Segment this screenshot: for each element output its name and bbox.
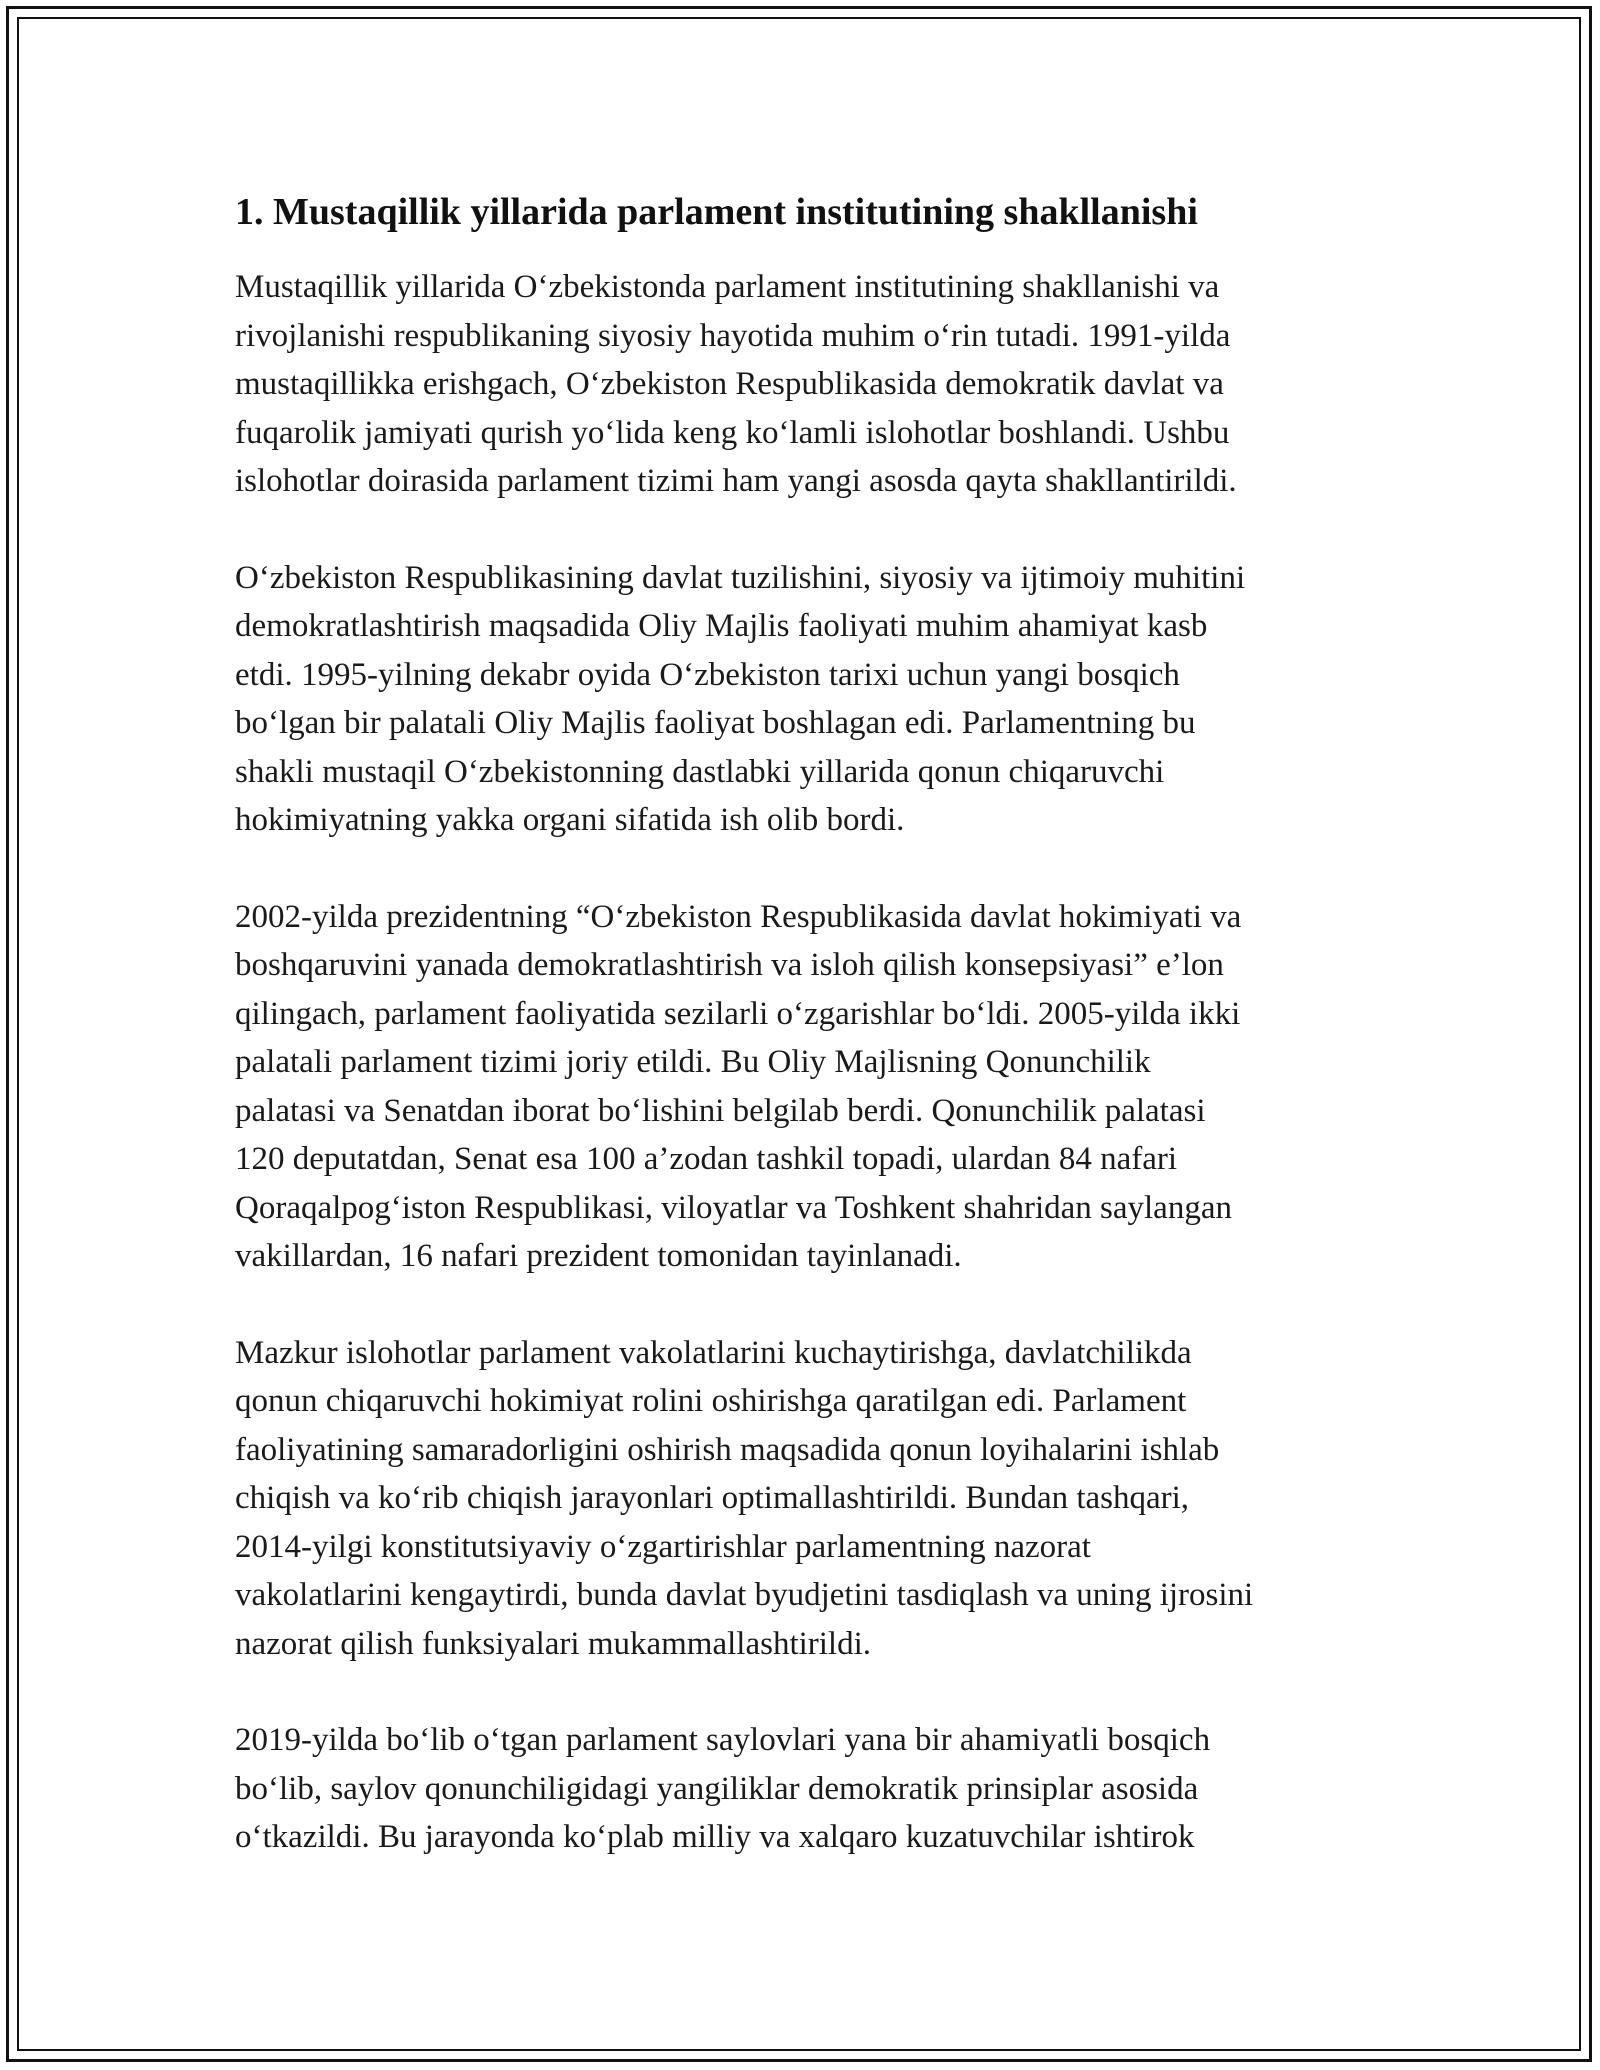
text-line: O‘zbekiston Respublikasining davlat tuzilishini, siyosiy va ijtimoiy muhitini [235, 559, 1246, 596]
paragraph-5 [235, 1716, 1395, 1862]
paragraph-3 [235, 893, 1395, 1281]
paragraph-1 [235, 263, 1395, 506]
text-line: palatali parlament tizimi joriy etildi. Bu Oliy Majlisning Qonunchilik [235, 1044, 1151, 1080]
text-line: faoliyatining samaradorligini oshirish maqsadida qonun loyihalarini ishlab [235, 1431, 1220, 1468]
text-line: nazorat qilish funksiyalari mukammallashtirildi. [235, 1625, 872, 1662]
text-line: o‘tkazildi. Bu jarayonda ko‘plab milliy va xalqaro kuzatuvchilar ishtirok [235, 1819, 1195, 1855]
text-line: hokimiyatning yakka organi sifatida ish olib bordi. [235, 802, 905, 838]
text-line: 2002-yilda prezidentning “O‘zbekiston Respublikasida davlat hokimiyati va [235, 898, 1242, 935]
text-line: etdi. 1995-yilning dekabr oyida O‘zbekiston tarixi uchun yangi bosqich [235, 656, 1180, 693]
text-line: chiqish va ko‘rib chiqish jarayonlari optimallashtirildi. Bundan tashqari, [235, 1480, 1190, 1516]
text-line: 2019-yilda bo‘lib o‘tgan parlament saylovlari yana bir ahamiyatli bosqich [235, 1722, 1211, 1758]
text-line: bo‘lgan bir palatali Oliy Majlis faoliyat boshlagan edi. Parlamentning bu [235, 705, 1196, 741]
text-line: mustaqillikka erishgach, O‘zbekiston Respublikasida demokratik davlat va [235, 366, 1224, 402]
text-line: islohotlar doirasida parlament tizimi ham yangi asosda qayta shakllantirildi. [235, 463, 1237, 499]
text-line: palatasi va Senatdan iborat bo‘lishini belgilab berdi. Qonunchilik palatasi [235, 1092, 1206, 1129]
text-line: bo‘lib, saylov qonunchiligidagi yangiliklar demokratik prinsiplar asosida [235, 1770, 1199, 1807]
text-line: demokratlashtirish maqsadida Oliy Majlis faoliyati muhim ahamiyat kasb [235, 608, 1208, 644]
paragraph-4 [235, 1329, 1395, 1669]
paragraph-2 [235, 554, 1395, 845]
text-line: Mustaqillik yillarida O‘zbekistonda parlament institutining shakllanishi va [235, 269, 1220, 305]
text-line: qilingach, parlament faoliyatida sezilarli o‘zgarishlar bo‘ldi. 2005-yilda ikki [235, 995, 1241, 1032]
text-line: 120 deputatdan, Senat esa 100 a’zodan tashkil topadi, ulardan 84 nafari [235, 1141, 1178, 1177]
text-line: vakillardan, 16 nafari prezident tomonidan tayinlanadi. [235, 1238, 962, 1274]
text-line: 2014-yilgi konstitutsiyaviy o‘zgartirishlar parlamentning nazorat [235, 1528, 1091, 1565]
document-body [235, 186, 1395, 1910]
text-line: vakolatlarini kengaytirdi, bunda davlat byudjetini tasdiqlash va uning ijrosini [235, 1577, 1254, 1613]
text-line: Mazkur islohotlar parlament vakolatlarini kuchaytirishga, davlatchilikda [235, 1334, 1192, 1371]
text-line: boshqaruvini yanada demokratlashtirish va isloh qilish konsepsiyasi” e’lon [235, 947, 1224, 983]
section-heading: 1. Mustaqillik yillarida parlament institutining shakllanishi [235, 191, 1198, 233]
text-line: Qoraqalpog‘iston Respublikasi, viloyatlar va Toshkent shahridan saylangan [235, 1189, 1232, 1226]
paragraph-list [235, 263, 1395, 1862]
text-line: fuqarolik jamiyati qurish yo‘lida keng ko‘lamli islohotlar boshlandi. Ushbu [235, 414, 1230, 451]
text-line: qonun chiqaruvchi hokimiyat rolini oshirishga qaratilgan edi. Parlament [235, 1383, 1187, 1419]
text-line: shakli mustaqil O‘zbekistonning dastlabki yillarida qonun chiqaruvchi [235, 753, 1165, 790]
text-line: rivojlanishi respublikaning siyosiy hayotida muhim o‘rin tutadi. 1991-yilda [235, 317, 1231, 354]
